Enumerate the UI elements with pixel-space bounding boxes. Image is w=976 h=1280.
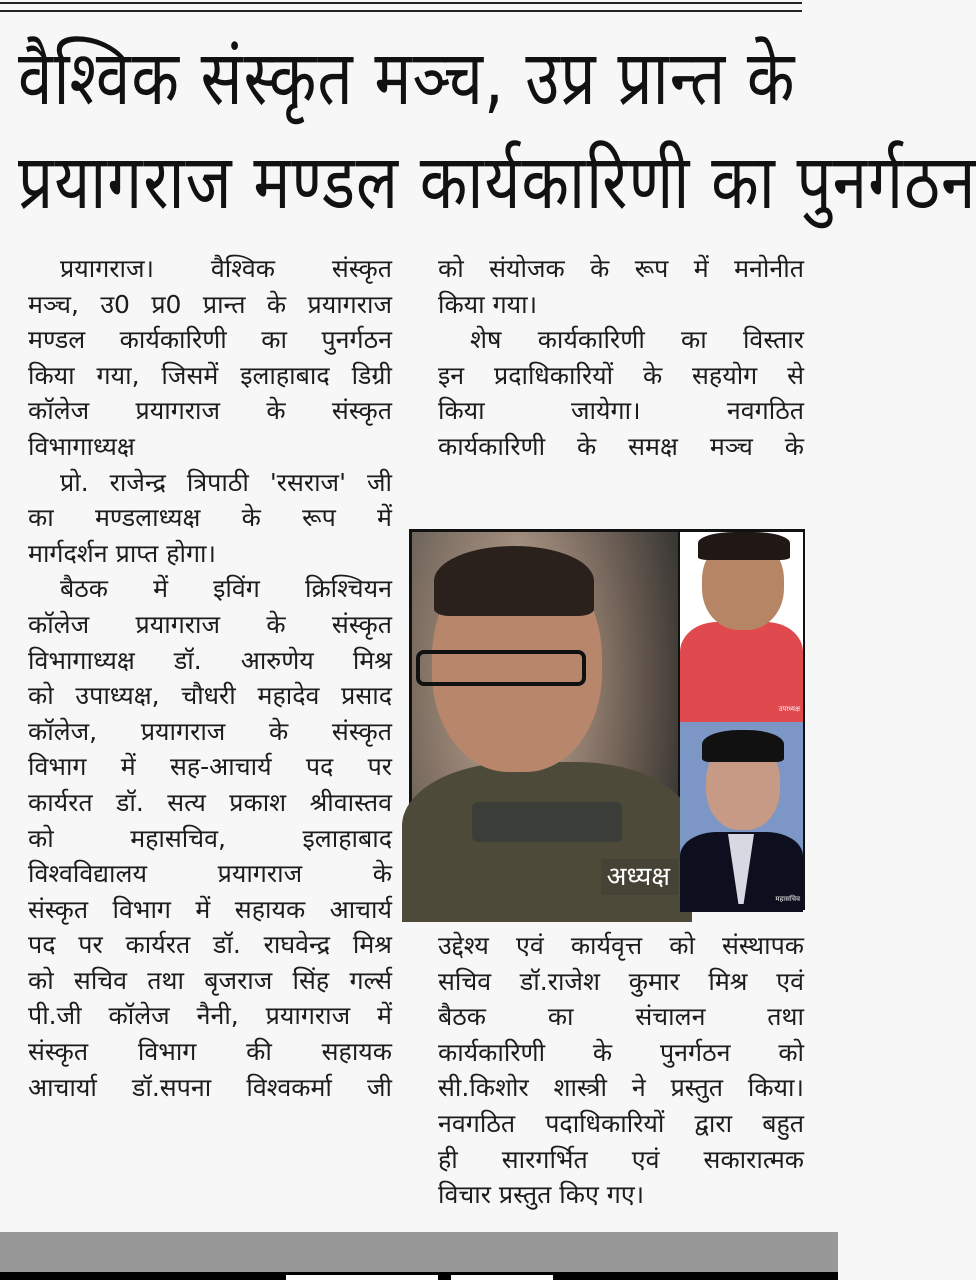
photo-general-secretary	[680, 722, 803, 907]
photo-president	[412, 532, 678, 907]
photo-caption-general-secretary: महासचिव	[775, 895, 800, 903]
text-line: कॉलेज, प्रयागराज के संस्कृत	[28, 716, 392, 746]
photo-vice-president	[680, 532, 803, 717]
text-line: उद्देश्य एवं कार्यवृत्त को संस्थापक	[438, 931, 804, 960]
text-line: प्रो. राजेन्द्र त्रिपाठी 'रसराज' जी	[60, 467, 392, 497]
text-line: संस्कृत विभाग की सहायक	[28, 1037, 392, 1067]
article-right-column-bottom	[438, 928, 804, 1213]
hair-shape	[698, 532, 790, 560]
text-line: किया गया, जिसमें इलाहाबाद डिग्री	[28, 360, 392, 390]
text-line: कार्यरत डॉ. सत्य प्रकाश श्रीवास्तव	[28, 787, 392, 817]
text-line: किया जायेगा। नवगठित	[438, 396, 804, 426]
text-line: सी.किशोर शास्त्री ने प्रस्तुत किया।	[438, 1073, 804, 1103]
text-line: बैठक का संचालन तथा	[438, 1002, 804, 1032]
text-line: बैठक में इविंग क्रिश्चियन	[60, 574, 392, 604]
bottom-bar	[0, 1272, 838, 1280]
text-line: शेष कार्यकारिणी का विस्तार	[470, 325, 804, 355]
headline-line-2: प्रयागराज मण्डल कार्यकारिणी का पुनर्गठन	[18, 137, 976, 227]
top-rule-secondary	[0, 10, 802, 12]
collar-shape	[472, 802, 622, 842]
text-line: किया गया।	[438, 289, 538, 319]
text-line: मार्गदर्शन प्राप्त होगा।	[28, 538, 216, 568]
photo-collage	[409, 529, 805, 910]
text-line: कार्यकारिणी के समक्ष मञ्च के	[438, 431, 804, 461]
article-left-column	[28, 251, 392, 1105]
photo-caption-vice-president: उपाध्यक्ष	[778, 705, 800, 713]
headline-line-1: वैश्विक संस्कृत मञ्च, उप्र प्रान्त के	[18, 33, 796, 123]
text-line: का मण्डलाध्यक्ष के रूप में	[28, 503, 392, 533]
text-line: पद पर कार्यरत डॉ. राघवेन्द्र मिश्र	[28, 930, 392, 960]
text-line: कॉलेज प्रयागराज के संस्कृत	[28, 396, 392, 426]
text-line: को उपाध्यक्ष, चौधरी महादेव प्रसाद	[28, 681, 392, 711]
photo-caption-president: अध्यक्ष	[601, 859, 678, 895]
hair-shape	[702, 730, 784, 762]
bottom-overlay-shade	[0, 1232, 838, 1272]
text-line: ही सारगर्भित एवं सकारात्मक	[438, 1144, 804, 1174]
text-line: को सचिव तथा बृजराज सिंह गर्ल्स	[28, 965, 392, 995]
text-line: विश्वविद्यालय प्रयागराज के	[28, 859, 392, 889]
glasses-shape	[416, 650, 586, 686]
text-line: संस्कृत विभाग में सहायक आचार्य	[28, 894, 392, 924]
text-line: विचार प्रस्तुत किए गए।	[438, 1180, 645, 1210]
text-line: पी.जी कॉलेज नैनी, प्रयागराज में	[28, 1001, 392, 1031]
text-line: आचार्या डॉ.सपना विश्वकर्मा जी	[28, 1072, 392, 1102]
text-line: इन प्रदाधिकारियों के सहयोग से	[438, 360, 804, 390]
bottom-bar-tab	[451, 1275, 553, 1280]
text-line: विभागाध्यक्ष	[28, 431, 135, 461]
text-line: को संयोजक के रूप में मनोनीत	[438, 254, 804, 283]
article-right-column-top	[438, 251, 804, 465]
text-line: विभागाध्यक्ष डॉ. आरुणेय मिश्र	[28, 645, 392, 675]
text-line: विभाग में सह-आचार्य पद पर	[28, 752, 392, 782]
bottom-bar-tab	[286, 1275, 438, 1280]
coat-shape	[402, 762, 692, 922]
text-line: कॉलेज प्रयागराज के संस्कृत	[28, 609, 392, 639]
text-line: को महासचिव, इलाहाबाद	[28, 823, 392, 853]
text-line: मञ्च, उ0 प्र0 प्रान्त के प्रयागराज	[28, 289, 392, 319]
hair-shape	[434, 546, 594, 616]
text-line: नवगठित पदाधिकारियों द्वारा बहुत	[438, 1108, 804, 1138]
text-line: मण्डल कार्यकारिणी का पुनर्गठन	[28, 325, 392, 355]
text-line: प्रयागराज। वैश्विक संस्कृत	[60, 254, 392, 283]
text-line: सचिव डॉ.राजेश कुमार मिश्र एवं	[438, 966, 804, 996]
text-line: कार्यकारिणी के पुनर्गठन को	[438, 1037, 804, 1067]
top-rule	[0, 2, 802, 4]
